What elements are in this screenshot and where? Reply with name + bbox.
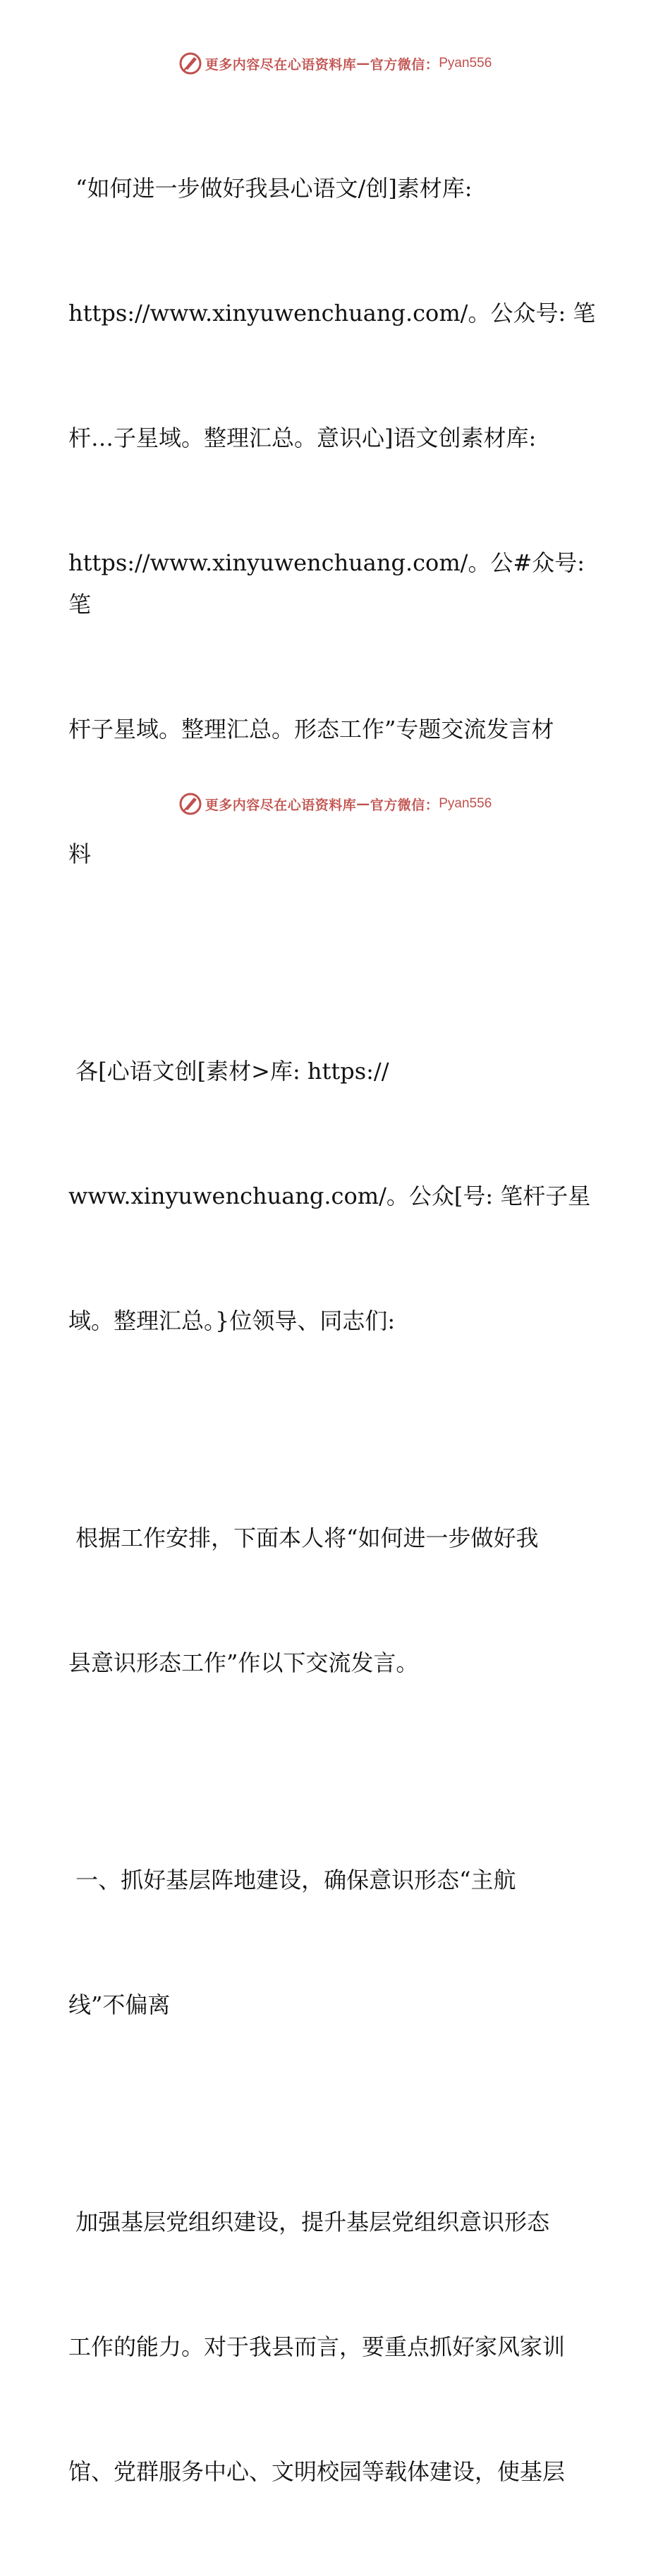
watermark-dash: — xyxy=(356,56,370,71)
watermark-weixin-label: 官方微信： xyxy=(370,56,439,73)
text-line: 料 xyxy=(68,841,92,867)
text-line: 加强基层党组织建设，提升基层党组织意识形态 xyxy=(68,2209,550,2235)
watermark-dash: — xyxy=(356,796,370,812)
text-line: 根据工作安排，下面本人将“如何进一步做好我 xyxy=(68,1525,539,1551)
text-line: 工作的能力。对于我县而言，要重点抓好家风家训 xyxy=(68,2333,566,2360)
text-line: 一、抓好基层阵地建设，确保意识形态“主航 xyxy=(68,1867,516,1893)
watermark-weixin-label: 官方微信： xyxy=(370,797,439,813)
paragraph-title xyxy=(68,85,611,958)
text-line: 各[心语文创[素材>库: https:// xyxy=(68,1058,389,1085)
quill-logo-icon xyxy=(178,792,202,816)
header-watermark xyxy=(0,49,670,78)
text-line: 杆…子星域。整理汇总。意识心]语文创素材库: xyxy=(68,425,537,451)
text-line: https://www.xinyuwenchuang.com/。公众号: 笔 xyxy=(68,300,596,326)
watermark-main-text: 更多内容尽在心语资料库 xyxy=(205,56,357,73)
text-line: 杆子星域。整理汇总。形态工作”专题交流发言材 xyxy=(68,716,554,743)
text-line: www.xinyuwenchuang.com/。公众[号: 笔杆子星 xyxy=(68,1183,591,1209)
watermark-main-text: 更多内容尽在心语资料库 xyxy=(205,797,357,813)
watermark-weixin-id: Pyan556 xyxy=(439,796,492,811)
watermark-weixin-id: Pyan556 xyxy=(439,56,492,71)
section-heading-1 xyxy=(68,1776,611,2109)
footer-watermark xyxy=(0,790,670,818)
text-line: 域。整理汇总。}位领导、同志们: xyxy=(68,1307,396,1334)
paragraph-body xyxy=(68,2118,611,2576)
text-line: 县意识形态工作”作以下交流发言。 xyxy=(68,1649,419,1676)
quill-logo-icon xyxy=(178,51,202,75)
text-line: 线”不偏离 xyxy=(68,1991,171,2018)
paragraph-salutation xyxy=(68,967,611,1425)
text-line: https://www.xinyuwenchuang.com/。公#众号: 笔 xyxy=(68,549,592,618)
text-line: “如何进一步做好我县心语文/创]素材库: xyxy=(68,175,473,202)
paragraph-intro xyxy=(68,1434,611,1767)
document-body xyxy=(68,85,611,2576)
text-line: 馆、党群服务中心、文明校园等载体建设，使基层 xyxy=(68,2458,566,2485)
